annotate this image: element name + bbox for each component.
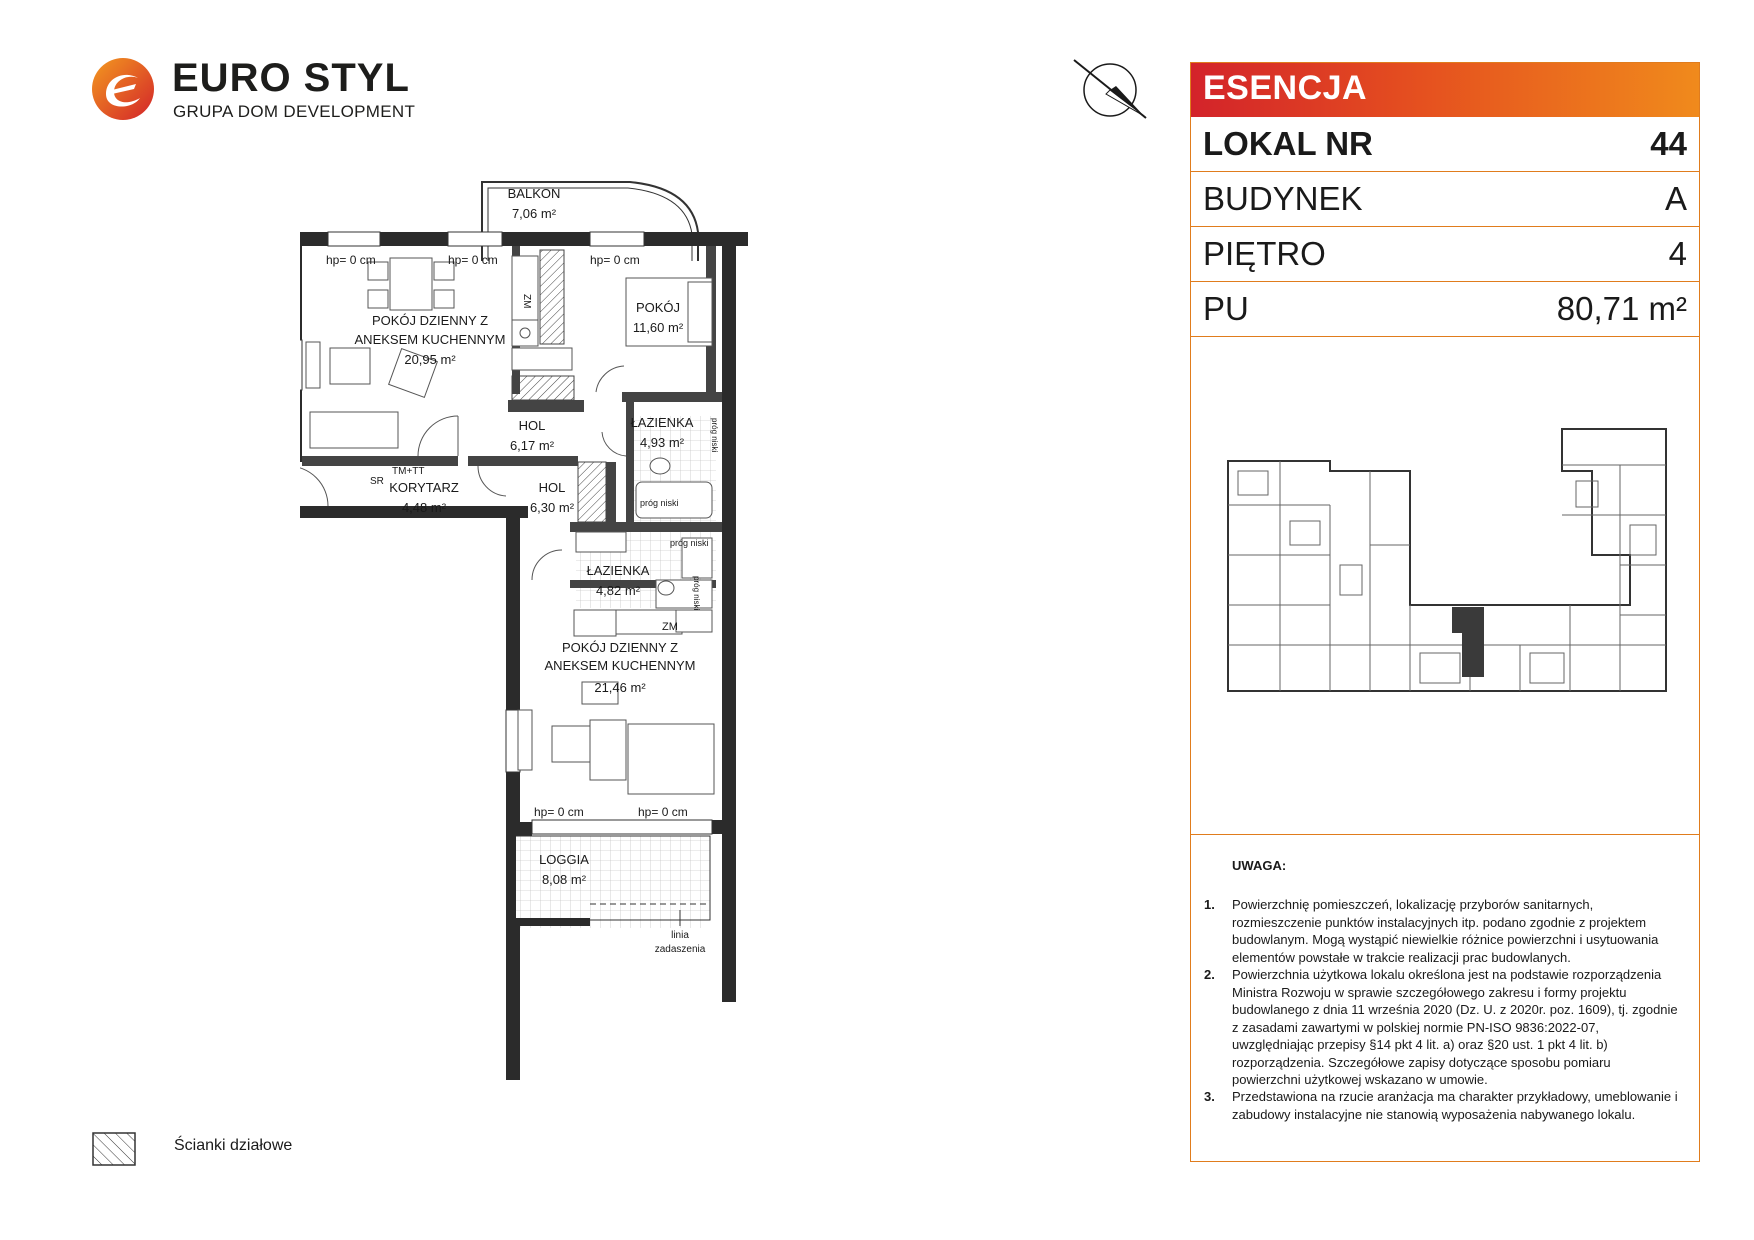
brand-name: EURO STYL — [172, 56, 410, 100]
note-item — [1204, 896, 1674, 968]
north-arrow-icon — [1070, 56, 1150, 122]
zadaszenia-mark: zadaszenia — [654, 944, 706, 955]
note-text: Powierzchnia użytkowa lokalu określona jest na podstawie rozporządzenia Ministra Rozwoju w sprawie szczegółowego zakresu i formy projektu budowlanego z dnia 11 września 2020 (Dz. U. z 2020r. poz. 1609), tj. zgodnie z zasadami zawartymi w polskiej normie PN-ISO 9836:2022-07, uwzględniając przepisy §14 pkt 4 lit. a) oraz §20 ust. 1 pkt 4 lit. b) rozporządzenia. Szczegółowe zapisy dotyczące sposobu pomiaru powierzchni użytkowej wskazano w umowie. — [1232, 967, 1678, 1087]
row-label: PU — [1203, 290, 1249, 327]
laz2-area: 4,82 m² — [595, 583, 641, 598]
note-number: 2. — [1204, 967, 1215, 982]
zm-mark: ZM — [521, 294, 532, 309]
row-value: A — [1664, 180, 1687, 217]
balkon-area: 7,06 m² — [511, 206, 557, 221]
notes-separator — [1191, 834, 1699, 835]
prog-mark: próg niski — [640, 498, 679, 508]
hol2-area: 6,30 m² — [529, 500, 575, 515]
hp-mark: hp= 0 cm — [448, 253, 498, 267]
pokoj-name: POKÓJ — [635, 300, 681, 315]
linia-mark: linia — [671, 930, 689, 941]
loggia-area: 8,08 m² — [541, 872, 587, 887]
hp-mark: hp= 0 cm — [638, 805, 688, 819]
prog-mark: próg niski — [692, 576, 701, 611]
sr-mark: SR — [370, 476, 384, 487]
row-lokal — [1191, 117, 1699, 172]
note-number: 1. — [1204, 897, 1215, 912]
partition-legend-swatch — [92, 1132, 136, 1166]
note-item — [1204, 1088, 1678, 1142]
legend-label: Ścianki działowe — [174, 1137, 293, 1154]
hol1-area: 6,17 m² — [509, 438, 555, 453]
row-value: 44 — [1650, 125, 1687, 162]
row-label: LOKAL NR — [1203, 125, 1373, 162]
hp-mark: hp= 0 cm — [534, 805, 584, 819]
living1-name-a: POKÓJ DZIENNY Z — [371, 313, 489, 328]
note-text: Powierzchnię pomieszczeń, lokalizację przyborów sanitarnych, rozmieszczenie punktów instalacyjnych itp. podano zgodnie z projektem budowlanym. Mogą wystąpić niewielkie różnice powierzchni i usytuowania elementów powstałe w trakcie realizacji prac budowlanych. — [1232, 897, 1659, 965]
row-value: 4 — [1668, 235, 1687, 272]
eurostyl-logo-icon — [90, 56, 156, 122]
korytarz-area: 4,48 m² — [401, 500, 447, 515]
row-budynek — [1191, 172, 1699, 227]
korytarz-name: KORYTARZ — [389, 480, 459, 495]
zm-mark: ZM — [662, 621, 678, 633]
loggia — [506, 834, 710, 926]
hol1-name: HOL — [518, 418, 546, 433]
pokoj-area: 11,60 m² — [632, 320, 684, 335]
hp-mark: hp= 0 cm — [590, 253, 640, 267]
row-pietro — [1191, 227, 1699, 282]
brand-tagline: GRUPA DOM DEVELOPMENT — [173, 102, 416, 121]
note-item — [1204, 966, 1678, 1087]
project-name: ESENCJA — [1203, 69, 1368, 107]
note-number: 3. — [1204, 1089, 1215, 1104]
loggia-name: LOGGIA — [539, 852, 589, 867]
row-label: PIĘTRO — [1203, 235, 1326, 272]
building-key-plan — [1220, 425, 1670, 725]
hol2-name: HOL — [538, 480, 566, 495]
row-value: 80,71 m² — [1556, 290, 1687, 327]
prog-mark: próg niski — [670, 538, 709, 548]
living1-area: 20,95 m² — [404, 352, 456, 367]
laz1-name: ŁAZIENKA — [630, 415, 694, 430]
living2-name-b: ANEKSEM KUCHENNYM — [544, 658, 696, 673]
row-pu — [1191, 282, 1699, 337]
living1-name-b: ANEKSEM KUCHENNYM — [354, 332, 506, 347]
balkon-name: BALKON — [507, 186, 561, 201]
living2-area: 21,46 m² — [594, 680, 646, 695]
living2-name-a: POKÓJ DZIENNY Z — [561, 640, 679, 655]
project-header — [1191, 63, 1699, 117]
row-label: BUDYNEK — [1203, 180, 1363, 217]
note-text: Przedstawiona na rzucie aranżacja ma charakter przykładowy, umeblowanie i zabudowy instalacyjne nie stanowią wyposażenia nabywanego lokalu. — [1232, 1089, 1678, 1122]
prog-mark: próg niski — [710, 418, 719, 453]
notes-title: UWAGA: — [1232, 858, 1287, 873]
laz2-name: ŁAZIENKA — [586, 563, 650, 578]
laz1-area: 4,93 m² — [639, 435, 685, 450]
hp-mark: hp= 0 cm — [326, 253, 376, 267]
floor-plan — [300, 170, 840, 1080]
tmtt-mark: TM+TT — [392, 466, 425, 477]
